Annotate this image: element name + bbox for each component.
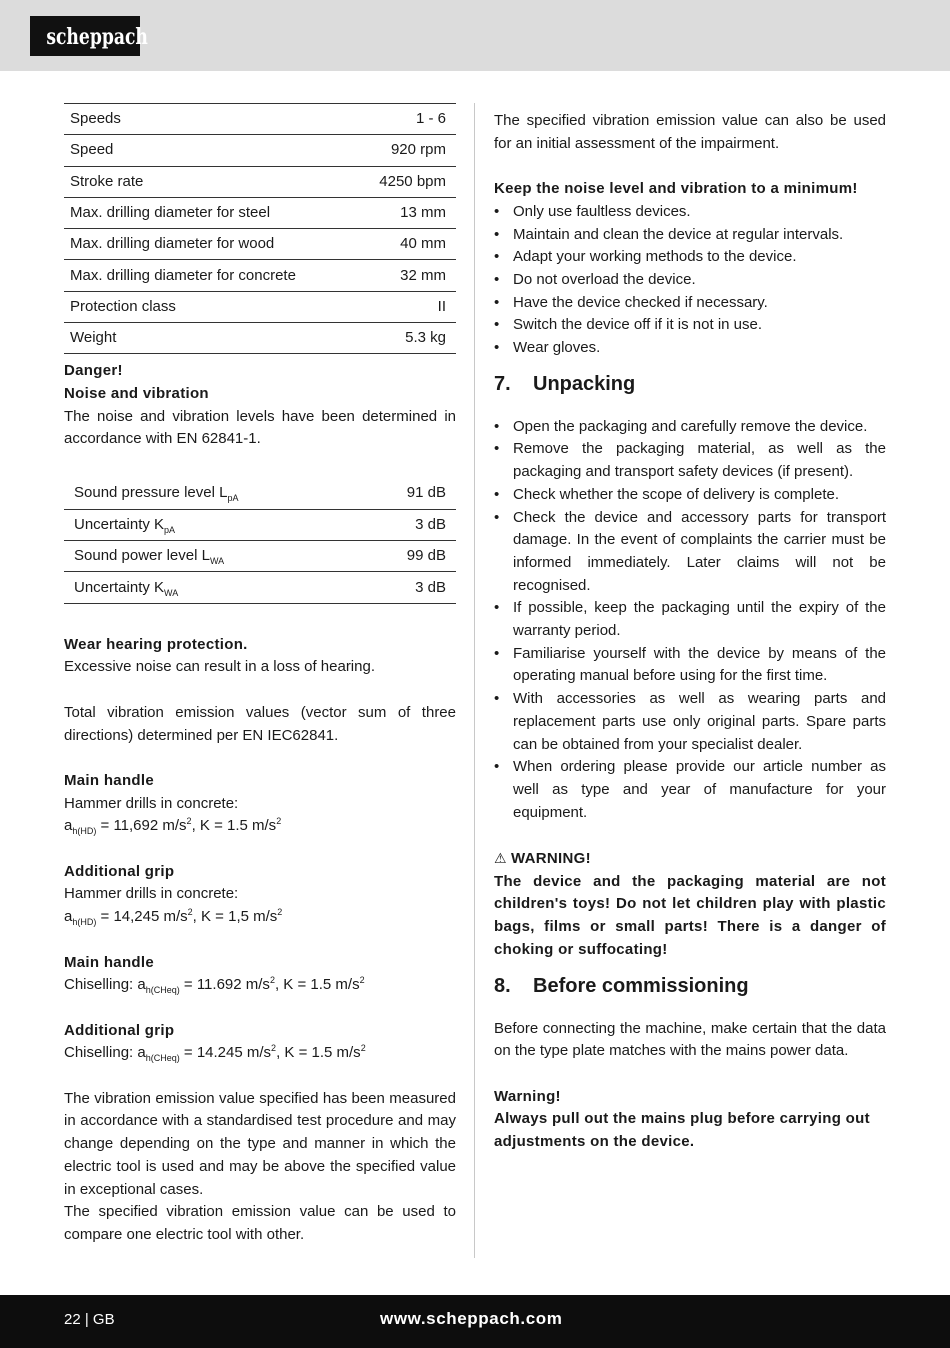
hearing-text: Excessive noise can result in a loss of hearing. [64,658,375,676]
vib2-line: Hammer drills in concrete: [64,885,239,903]
spec-row [64,291,456,322]
spec-label: Protection class [64,291,356,322]
right-column [494,110,886,1154]
vib2-title: Additional grip [64,862,175,880]
sound-row [64,572,456,603]
spec-label: Max. drilling diameter for steel [64,197,356,228]
spec-label: Stroke rate [64,166,356,197]
sound-row [64,509,456,540]
list-item: • Maintain and clean the device at regular intervals. [494,224,886,247]
list-item: • Familiarise yourself with the device by means of the operating manual before using for the first time. [494,643,886,688]
sound-label: Sound power level $L_{WA}$ [64,540,361,571]
vib3-value: Chiselling: $a_{h(CHeq)} = 11.692$ $m/s^2$, K = 1.5 $m/s^2$ [64,975,365,996]
left-column [64,103,456,1247]
spec-value: 920 rpm [356,135,456,166]
sound-value: 91 dB [361,478,456,509]
spec-row [64,260,456,291]
section-8-text: Before connecting the machine, make certain that the data on the type plate matches with the mains power data. [494,1019,886,1060]
spec-value: II [356,291,456,322]
vib4-title: Additional grip [64,1021,175,1039]
sound-value: 3 dB [361,572,456,603]
column-divider [474,103,475,1258]
unpacking-list [494,416,886,825]
sound-value: 99 dB [361,540,456,571]
spec-label: Weight [64,323,356,354]
vib4-value: Chiselling: $a_{h(CHeq)} = 14.245$ $m/s^2$, K = 1.5 $m/s^2$ [64,1043,366,1064]
page-header [0,0,950,71]
minimum-title: Keep the noise level and vibration to a minimum! [494,180,858,198]
emission-paragraph-2: The specified vibration emission value can be used to compare one electric tool with other. [64,1203,456,1243]
danger-title: Danger! [64,362,123,380]
section-7-heading: 7. Unpacking [494,372,636,395]
danger-subtitle: Noise and vibration [64,385,209,403]
vib3-title: Main handle [64,953,154,971]
danger-text: The noise and vibration levels have been determined in accordance with EN 62841-1. [64,407,456,448]
emission-paragraph-1: The vibration emission value specified has been measured in accordance with a standardised test procedure and may change depending on the type and manner in which the electric tool is used and may be above the specified value in exceptional cases. [64,1089,456,1198]
vibration-intro: Total vibration emission values (vector sum of three directions) determined per EN IEC62841. [64,703,456,744]
scheppach-logo: scheppach [30,16,140,56]
spec-value: 32 mm [356,260,456,291]
sound-row [64,540,456,571]
vib1-value: $a_{h(HD)} = 11,692$ $m/s^2$, K = 1.5 $m/s^2$ [64,816,282,837]
list-item: • Do not overload the device. [494,269,886,292]
list-item: • Check the device and accessory parts for transport damage. In the event of complaints the carrier must be informed immediately. Later claims will not be recognised. [494,507,886,598]
spec-value: 5.3 kg [356,323,456,354]
page-footer [0,1295,950,1348]
hearing-title: Wear hearing protection. [64,635,248,653]
list-item: • Open the packaging and carefully remove the device. [494,416,886,439]
spec-row [64,135,456,166]
sound-row [64,478,456,509]
spec-label: Max. drilling diameter for wood [64,229,356,260]
spec-label: Speed [64,135,356,166]
list-item: • Check whether the scope of delivery is complete. [494,484,886,507]
spec-row [64,323,456,354]
warning-triangle-icon: ⚠ [494,850,507,867]
section-8-warning-title: Warning! [494,1087,561,1105]
spec-value: 13 mm [356,197,456,228]
spec-value: 4250 bpm [356,166,456,197]
section-8-warning-text: Always pull out the mains plug before carrying out adjustments on the device. [494,1110,870,1151]
list-item: • If possible, keep the packaging until the expiry of the warranty period. [494,597,886,642]
right-intro: The specified vibration emission value can also be used for an initial assessment of the impairment. [494,112,886,152]
list-item: • Wear gloves. [494,337,886,360]
sound-table [64,478,456,604]
vib2-value: $a_{h(HD)} = 14,245$ $m/s^2$, K = 1,5 $m/s^2$ [64,907,283,928]
list-item: • Switch the device off if it is not in use. [494,314,886,337]
technical-data-table [64,103,456,354]
sound-label: Uncertainty $K_{pA}$ [64,509,361,540]
list-item: • Adapt your working methods to the device. [494,246,886,269]
sound-label: Sound pressure level $L_{pA}$ [64,478,361,509]
spec-value: 40 mm [356,229,456,260]
spec-row [64,197,456,228]
list-item: • Remove the packaging material, as well as the packaging and transport safety devices (if present). [494,438,886,483]
list-item: • With accessories as well as wearing parts and replacement parts use only original parts. Spare parts can be obtained from your specialist dealer. [494,688,886,756]
spec-value: 1 - 6 [356,104,456,135]
spec-row [64,229,456,260]
spec-label: Speeds [64,104,356,135]
warning-title: ⚠ WARNING! [494,847,886,871]
list-item: • Only use faultless devices. [494,201,886,224]
page-number: 22 | GB [64,1311,115,1328]
vib1-line: Hammer drills in concrete: [64,794,239,812]
sound-label: Uncertainty $K_{WA}$ [64,572,361,603]
section-8-heading: 8. Before commissioning [494,974,749,997]
warning-text: The device and the packaging material are not children's toys! Do not let children play with plastic bags, films or small parts! There is a danger of choking or suffocating! [494,872,886,958]
sound-value: 3 dB [361,509,456,540]
website-link[interactable]: www.scheppach.com [380,1309,563,1328]
spec-row [64,166,456,197]
list-item: • Have the device checked if necessary. [494,292,886,315]
vib1-title: Main handle [64,771,154,789]
minimum-list [494,201,886,360]
list-item: • When ordering please provide our article number as well as type and year of manufacture for your equipment. [494,756,886,824]
spec-row [64,104,456,135]
spec-label: Max. drilling diameter for concrete [64,260,356,291]
